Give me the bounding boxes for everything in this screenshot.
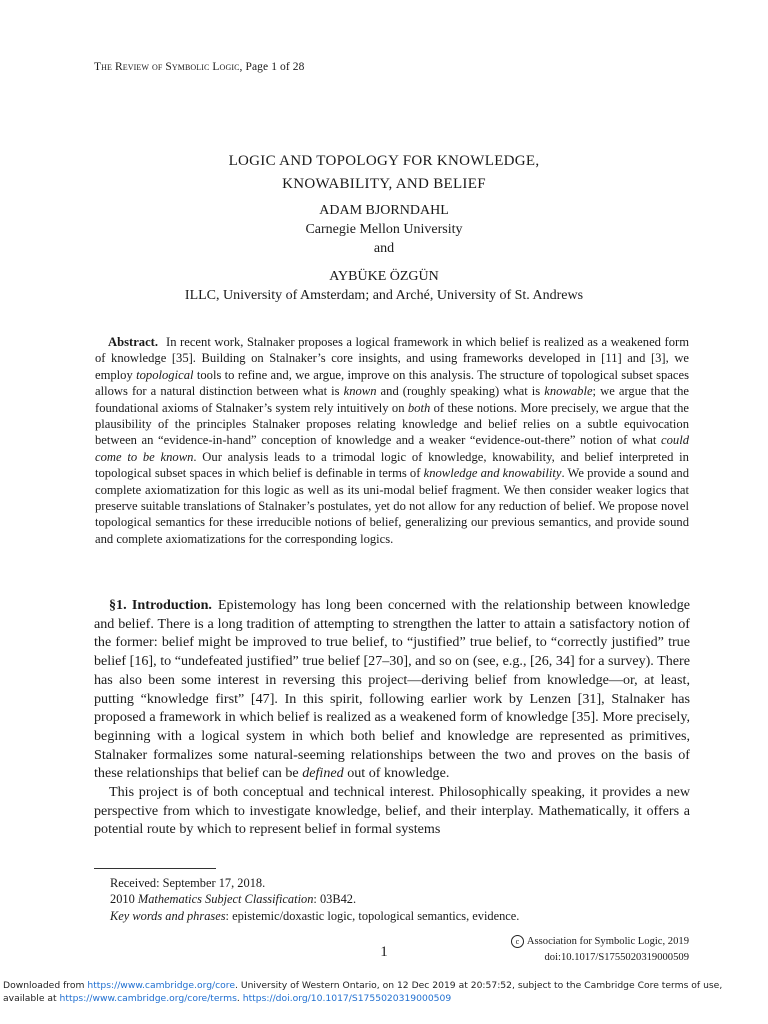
author-affiliation-1: Carnegie Mellon University	[305, 222, 463, 237]
author-name-2: AYBÜKE ÖZGÜN	[329, 269, 439, 284]
cambridge-core-link[interactable]: https://www.cambridge.org/core	[87, 980, 236, 991]
keywords	[110, 908, 519, 924]
copyright-text: Association for Symbolic Logic, 2019	[526, 936, 689, 947]
terms-link[interactable]: https://www.cambridge.org/core/terms	[59, 993, 237, 1004]
author-conjunction: and	[373, 241, 395, 256]
intro-paragraph-1	[94, 596, 690, 783]
abstract-text: of these notions. More precisely, we argue that the plausibility of the principles Stalnaker proposes relating knowledge and belief relies on a subtle equivocation between an “evidence-in-hand” conception of knowledge and a weaker “evidence-out-there” notion of what	[95, 400, 689, 448]
msc-label: Mathematics Subject Classification	[137, 892, 314, 907]
author-name-1: ADAM BJORNDAHL	[319, 203, 449, 218]
journal-name: The Review of Symbolic Logic	[94, 61, 240, 73]
paper-title	[0, 150, 768, 196]
title-line-2: KNOWABILITY, AND BELIEF	[282, 176, 486, 192]
msc-value: : 03B42.	[313, 892, 357, 907]
title-line-1: LOGIC AND TOPOLOGY FOR KNOWLEDGE,	[228, 153, 540, 169]
download-text: . University of Western Ontario, on 12 Dec 2019 at 20:57:52, subject to the Cambridge Core terms of use, available at	[3, 980, 723, 1004]
paragraph-text: Epistemology has long been concerned with the relationship between knowledge and belief. There is a long tradition of attempting to strengthen the latter to attain a satisfactory notion of the former: belief might be improved to true belief, to “justified” true belief, to “correctly justified” true belief [16], to “undefeated justified” true belief [27–30], and so on (see, e.g., [26, 34] for a survey). There has also been some interest in reversing this project—deriving belief from knowledge—or, at least, putting “knowledge first” [47]. In this spirit, following earlier work by Lenzen [31], Stalnaker has proposed a framework in which belief is realized as a weakened form of knowledge [35]. More precisely, beginning with a logical system in which both belief and knowledge are represented as primitives, Stalnaker formalizes some natural-seeming relationships between the two and proves on the basis of these relationships that belief can be	[94, 597, 691, 782]
received-date: Received: September 17, 2018.	[110, 876, 266, 890]
doi: doi:10.1017/S1755020319000509	[544, 951, 689, 963]
page-number: 1	[380, 944, 388, 960]
section-heading: §1. Introduction.	[109, 597, 212, 613]
abstract-emphasis: topological	[136, 367, 194, 382]
abstract	[95, 334, 689, 547]
author-spacer	[0, 258, 768, 267]
page-info: , Page 1 of 28	[239, 61, 305, 73]
paragraph-emphasis: defined	[302, 765, 344, 782]
section-introduction	[94, 596, 690, 839]
download-text: .	[236, 993, 243, 1004]
abstract-emphasis: knowable	[544, 384, 593, 399]
abstract-text: . Our analysis leads to a trimodal logic of knowledge, knowability, and belief interpreted in topological subset spaces in which belief is definable in terms of	[95, 449, 689, 481]
footnotes	[110, 875, 519, 924]
paragraph-text: out of knowledge.	[343, 765, 450, 782]
msc-prefix: 2010	[110, 892, 138, 907]
abstract-emphasis: both	[407, 400, 431, 415]
download-text: Downloaded from	[3, 980, 88, 991]
abstract-text: In recent work, Stalnaker proposes a logical framework in which belief is realized as a weakened form of knowledge [35]. Building on Stalnaker’s core insights, and using frameworks developed in [11] and [3], we employ	[95, 335, 689, 382]
running-head	[94, 61, 305, 73]
abstract-emphasis: could come to be known	[95, 433, 689, 464]
abstract-label: Abstract.	[108, 335, 159, 349]
doi-link[interactable]: https://doi.org/10.1017/S1755020319000509	[242, 993, 452, 1004]
abstract-emphasis: knowledge and knowability	[423, 466, 562, 481]
msc-classification	[110, 891, 519, 907]
keywords-value: : epistemic/doxastic logic, topological semantics, evidence.	[225, 908, 520, 923]
author-block	[0, 201, 768, 305]
abstract-text: and (roughly speaking) what is	[376, 384, 545, 399]
download-notice	[3, 979, 765, 1005]
footnote-divider	[94, 868, 216, 869]
abstract-text: . We provide a sound and complete axiomatization for this logic as well as its uni-modal belief fragment. We then consider weaker logics that preserve suitable translations of Stalnaker’s postulates, yet do not allow for any reduction of belief. We propose novel topological semantics for these irreducible notions of belief, generalizing our previous semantics, and provide sound and complete axiomatizations for the corresponding logics.	[95, 466, 690, 546]
author-affiliation-2: ILLC, University of Amsterdam; and Arché, University of St. Andrews	[184, 288, 584, 303]
abstract-text: tools to refine and, we argue, improve on this analysis. The structure of topological subset spaces allows for a natural distinction between what is	[95, 367, 689, 399]
intro-paragraph-2: This project is of both conceptual and technical interest. Philosophically speaking, it provides a new perspective from which to investigate knowledge, belief, and their interplay. Mathematically, it offers a potential route by which to represent belief in formal systems	[94, 784, 690, 838]
abstract-emphasis: known	[343, 384, 377, 399]
copyright-icon: c	[511, 935, 524, 948]
keywords-label: Key words and phrases	[110, 908, 226, 923]
abstract-text: ; we argue that the foundational axioms of Stalnaker’s system rely intuitively on	[95, 384, 689, 415]
